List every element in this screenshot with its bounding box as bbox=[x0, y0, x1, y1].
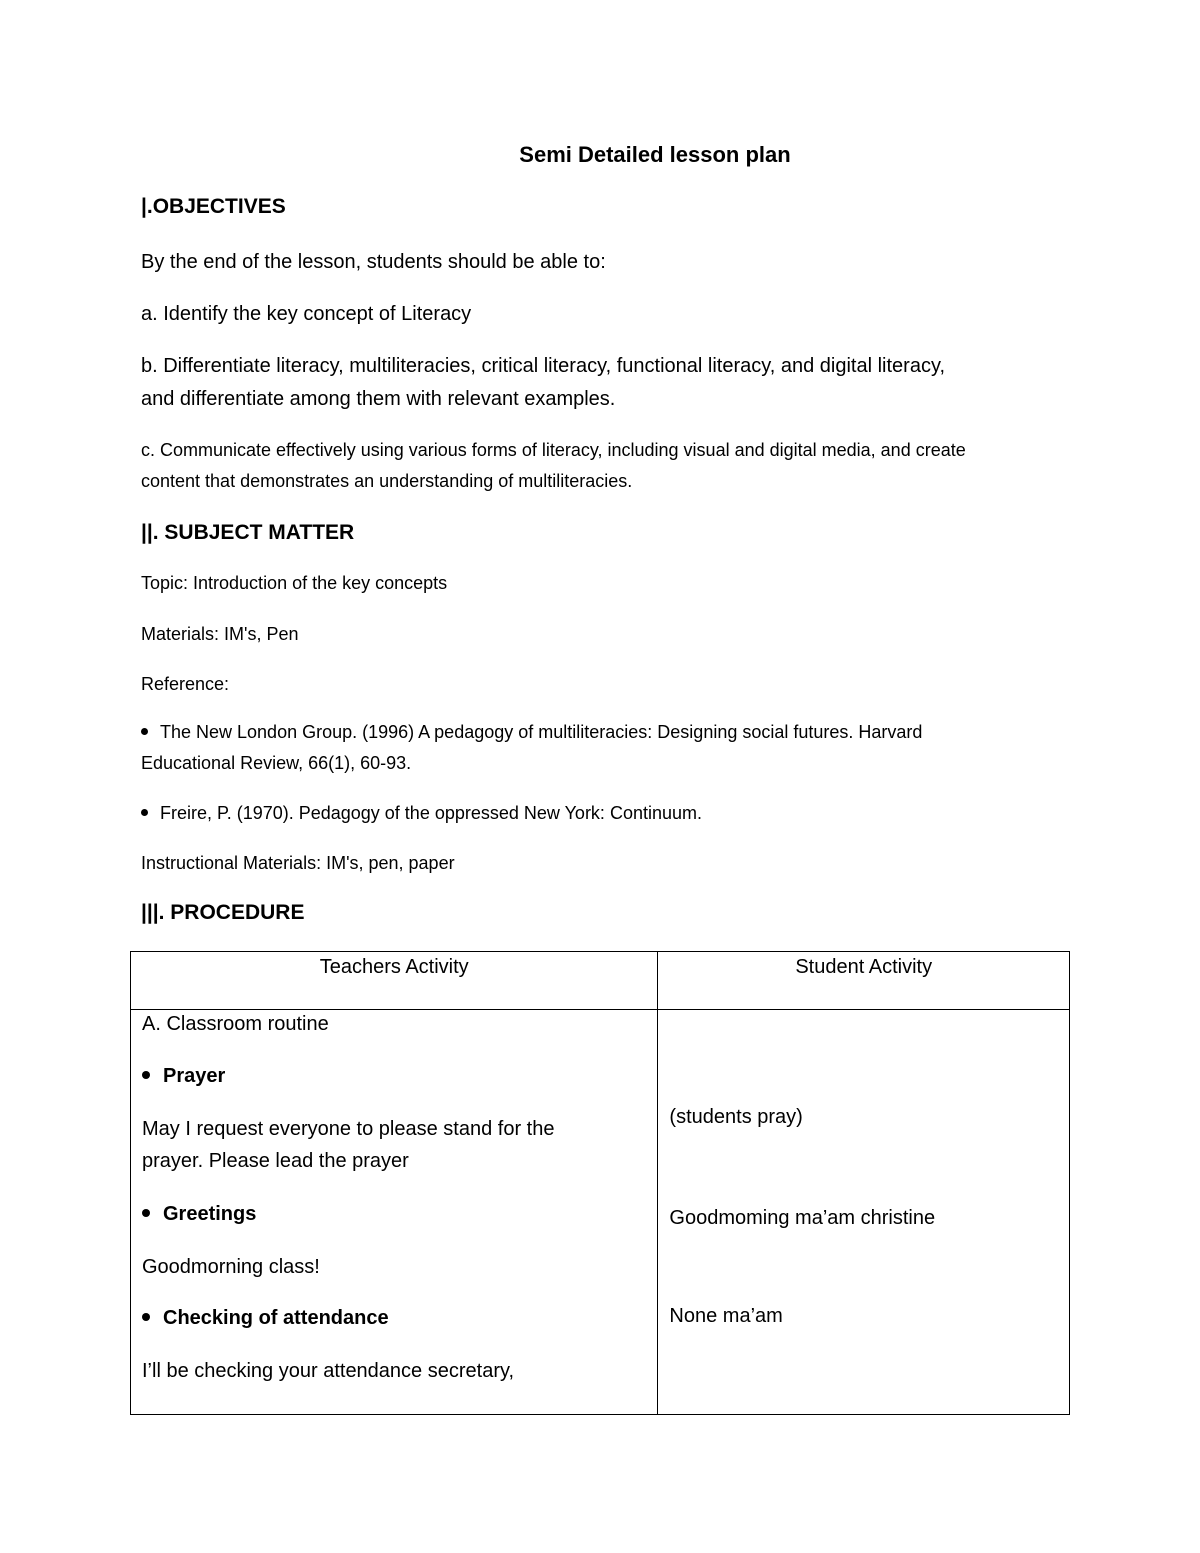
objective-c-line1: c. Communicate effectively using various forms of literacy, including visual and digital media, and create bbox=[141, 440, 966, 460]
prayer-text-line2: prayer. Please lead the prayer bbox=[142, 1150, 409, 1172]
materials-line: Materials: IM's, Pen bbox=[141, 624, 299, 644]
bullet-icon bbox=[142, 1209, 150, 1217]
teacher-activity-cell bbox=[131, 1010, 658, 1415]
reference-2 bbox=[141, 803, 702, 824]
table-header-row bbox=[131, 952, 1070, 1010]
objectives-heading: |.OBJECTIVES bbox=[141, 195, 286, 218]
attendance-text: I’ll be checking your attendance secretary, bbox=[142, 1360, 515, 1382]
reference-1-line2: Educational Review, 66(1), 60-93. bbox=[141, 753, 412, 773]
col-student-header: Student Activity bbox=[658, 952, 1070, 1010]
objective-c-line2: content that demonstrates an understanding of multiliteracies. bbox=[141, 471, 633, 491]
student-activity-cell bbox=[658, 1010, 1070, 1415]
table-row bbox=[131, 1010, 1070, 1415]
objective-b-line2: and differentiate among them with relevant examples. bbox=[141, 388, 616, 410]
students-pray: (students pray) bbox=[669, 1106, 803, 1128]
procedure-table bbox=[130, 951, 1070, 1415]
bullet-icon bbox=[141, 809, 148, 816]
attendance-reply: None ma’am bbox=[669, 1305, 783, 1327]
prayer-text-line1: May I request everyone to please stand for the bbox=[142, 1118, 555, 1140]
greeting-reply: Goodmoming ma’am christine bbox=[669, 1207, 936, 1229]
reference-1-line1: The New London Group. (1996) A pedagogy of multiliteracies: Designing social futures. Harvard bbox=[160, 722, 923, 742]
bullet-icon bbox=[141, 728, 148, 735]
col-teacher-header: Teachers Activity bbox=[131, 952, 658, 1010]
subject-matter-heading: ||. SUBJECT MATTER bbox=[141, 521, 355, 544]
reference-label: Reference: bbox=[141, 674, 230, 694]
prayer-heading: Prayer bbox=[142, 1065, 225, 1088]
instructional-materials-line: Instructional Materials: IM's, pen, paper bbox=[141, 853, 455, 873]
reference-2-text: Freire, P. (1970). Pedagogy of the oppressed New York: Continuum. bbox=[160, 803, 702, 823]
reference-1 bbox=[141, 722, 922, 743]
classroom-routine: A. Classroom routine bbox=[142, 1013, 329, 1035]
bullet-icon bbox=[142, 1313, 150, 1321]
attendance-heading: Checking of attendance bbox=[142, 1307, 389, 1330]
objectives-intro: By the end of the lesson, students should be able to: bbox=[141, 251, 606, 273]
topic-line: Topic: Introduction of the key concepts bbox=[141, 573, 448, 593]
objective-b-line1: b. Differentiate literacy, multiliteracies, critical literacy, functional literacy, and digital literacy, bbox=[141, 355, 946, 377]
bullet-icon bbox=[142, 1071, 150, 1079]
page-title: Semi Detailed lesson plan bbox=[519, 142, 791, 167]
greetings-text: Goodmorning class! bbox=[142, 1256, 320, 1278]
objective-a: a. Identify the key concept of Literacy bbox=[141, 303, 472, 325]
procedure-heading: |||. PROCEDURE bbox=[141, 901, 305, 924]
greetings-heading: Greetings bbox=[142, 1203, 256, 1226]
